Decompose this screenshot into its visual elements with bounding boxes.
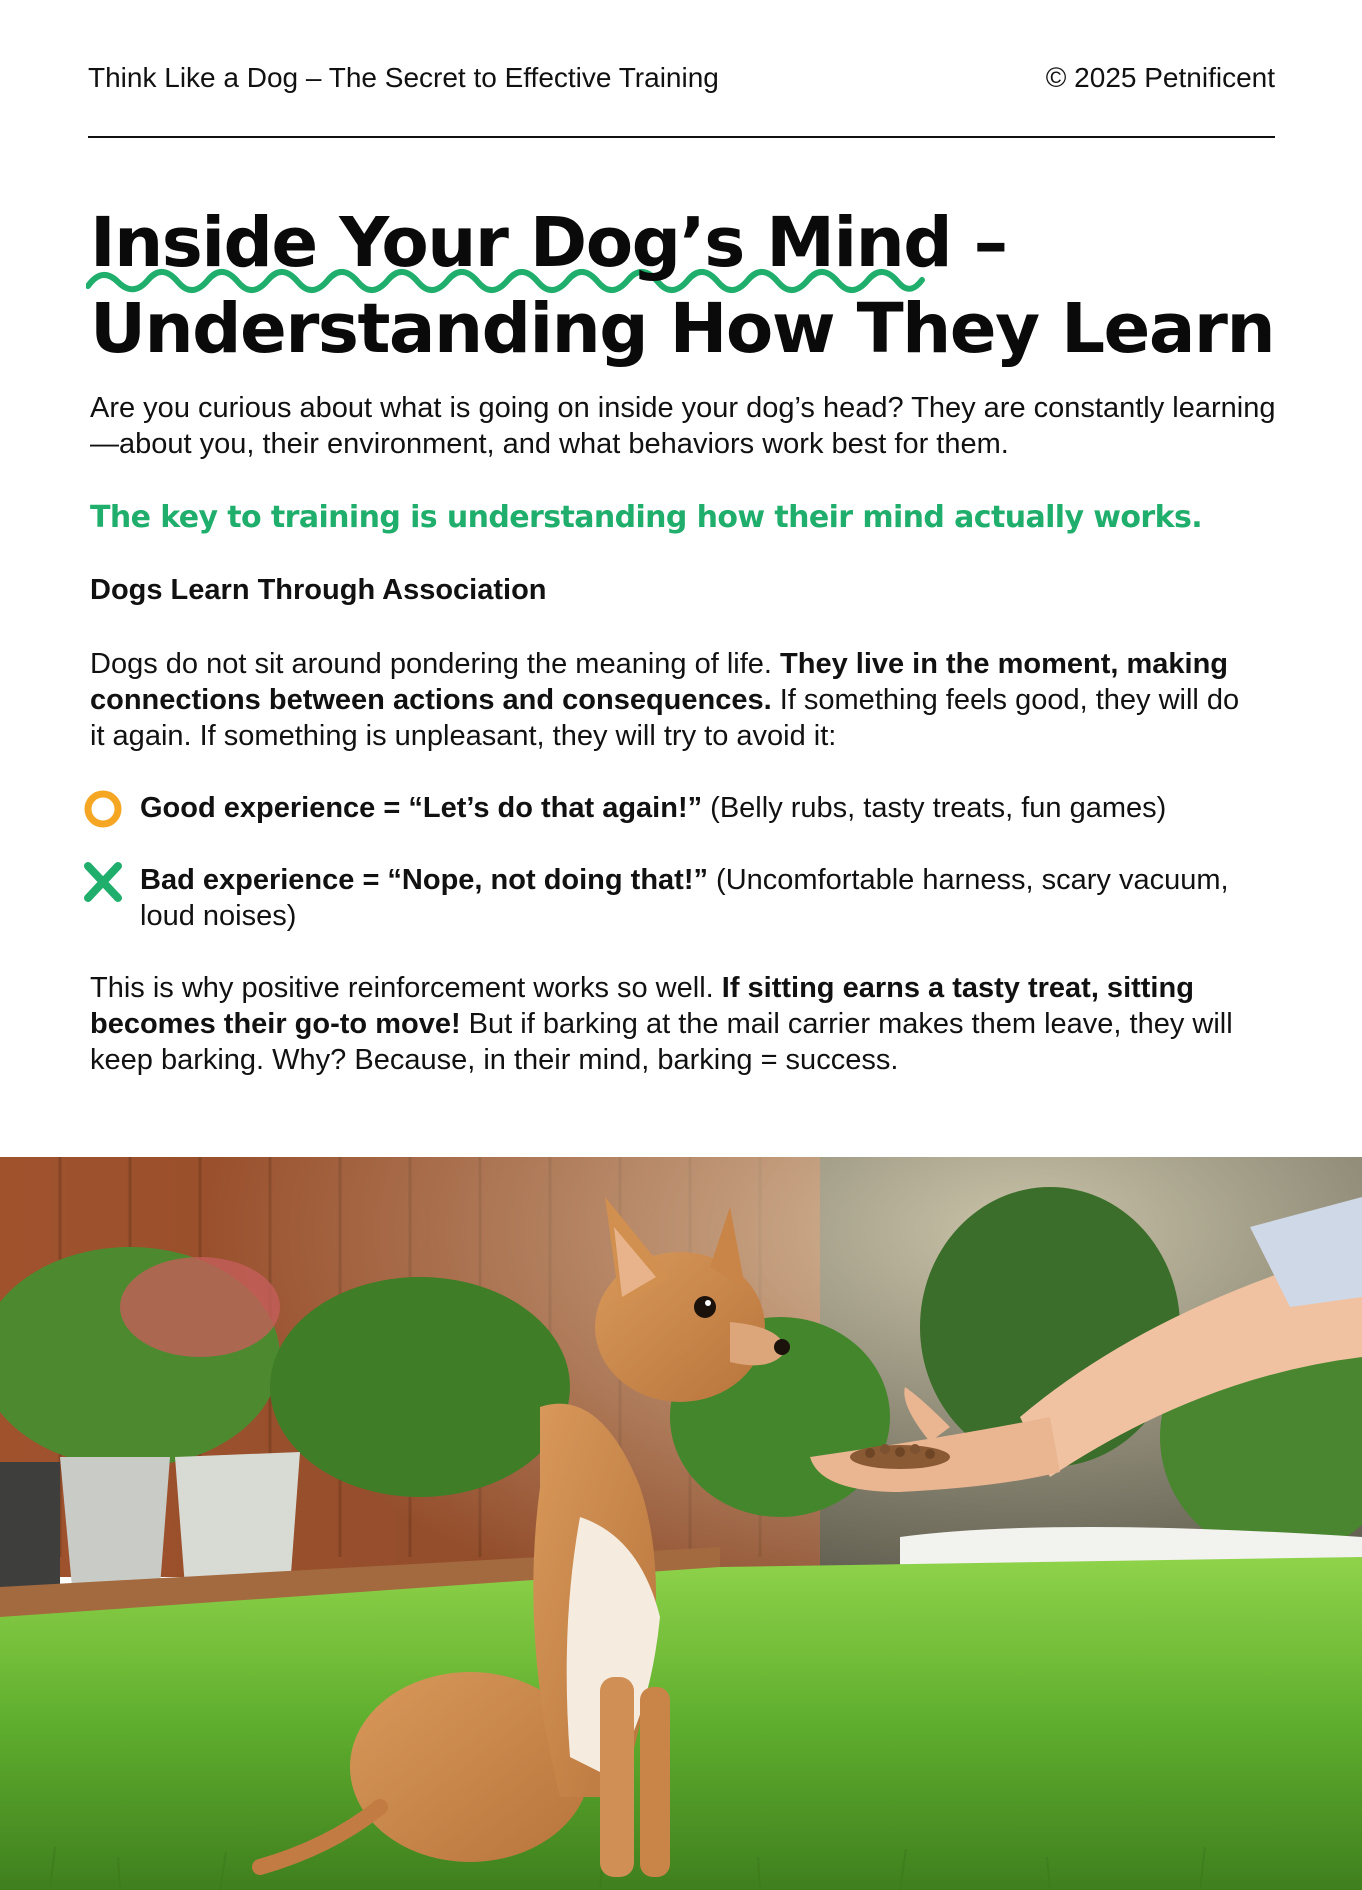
intro-paragraph: Are you curious about what is going on inside your dog’s head? They are constantly learning—about you, their environment, and what behaviors work best for them. — [90, 392, 1276, 460]
title-line-2: Understanding How They Learn — [90, 289, 1275, 369]
association-text-1: Dogs do not sit around pondering the meaning of life. — [90, 648, 781, 680]
association-bold-text: They live in the moment, making connections between actions and consequences. — [90, 648, 1229, 716]
section-heading: Dogs Learn Through Association — [90, 574, 547, 606]
reinforcement-paragraph — [90, 970, 1270, 1078]
green-x-icon — [82, 862, 140, 906]
photo-illustration — [0, 1157, 1362, 1890]
highlight-callout: The key to training is understanding how their mind actually works. — [90, 500, 1203, 535]
list-item-bad-experience — [82, 862, 1272, 934]
reinforcement-bold-text: If sitting earns a tasty treat, sitting becomes their go-to move! — [90, 972, 1194, 1040]
association-paragraph — [90, 646, 1250, 754]
bullet-text — [140, 790, 1272, 826]
copyright-text: © 2025 Petnificent — [1045, 62, 1275, 93]
reinforcement-text-2: But if barking at the mail carrier makes them leave, they will keep barking. Why? Because, in their mind, barking = success. — [90, 1008, 1233, 1076]
page-header — [88, 62, 1275, 94]
header-title: Think Like a Dog – The Secret to Effective Training — [88, 62, 719, 93]
bullet-bold-text: Good experience = “Let’s do that again!” — [140, 792, 703, 824]
title-line-1: Inside Your Dog’s Mind – — [90, 203, 1007, 283]
dog-training-photo — [0, 1157, 1362, 1890]
association-text-2: If something feels good, they will do it again. If something is unpleasant, they will try to avoid it: — [90, 684, 1240, 752]
list-item-good-experience — [82, 790, 1272, 834]
bullet-bold-text: Bad experience = “Nope, not doing that!” — [140, 864, 708, 896]
header-divider — [88, 136, 1275, 138]
reinforcement-text-1: This is why positive reinforcement works so well. — [90, 972, 722, 1004]
bullet-detail-text: (Belly rubs, tasty treats, fun games) — [702, 792, 1167, 824]
bullet-text — [140, 862, 1272, 934]
page-title — [90, 200, 1290, 372]
bullet-detail-text: (Uncomfortable harness, scary vacuum, loud noises) — [140, 864, 1229, 932]
orange-circle-icon — [82, 790, 140, 834]
